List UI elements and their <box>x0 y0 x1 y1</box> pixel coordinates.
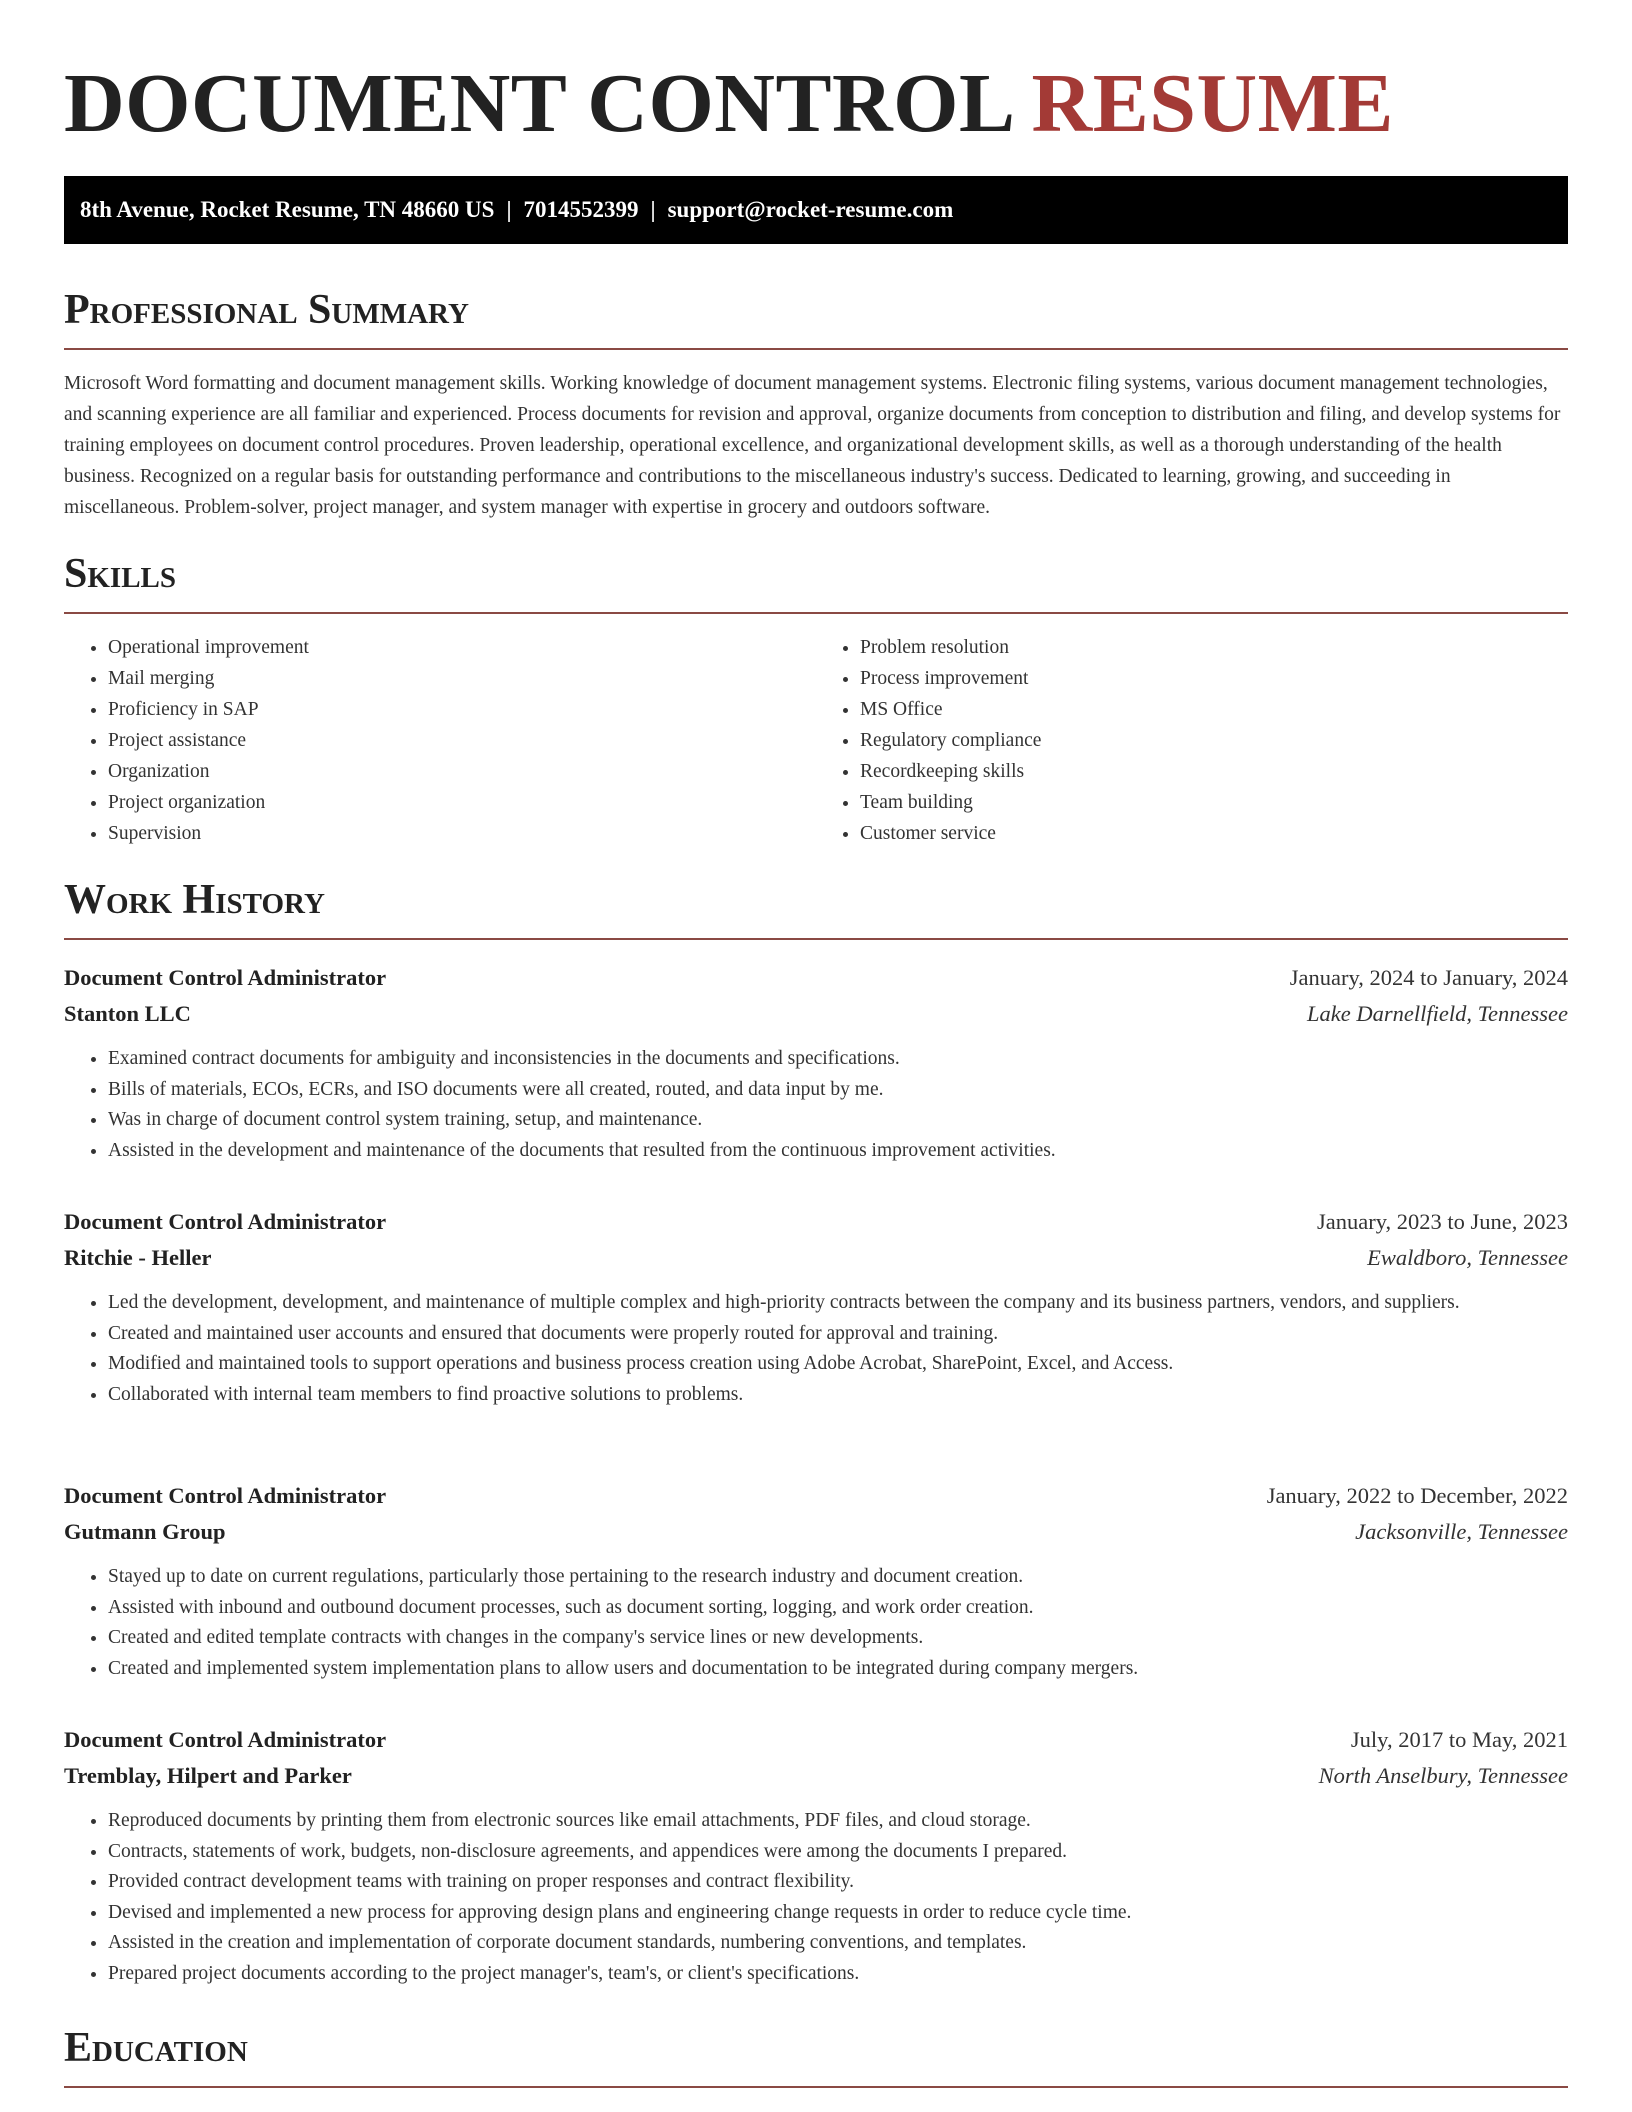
contact-separator: | <box>650 197 656 222</box>
job-company: Ritchie - Heller <box>64 1245 212 1270</box>
job-bullet: • Contracts, statements of work, budgets, non-disclosure agreements, and appendices were among the documents I prepared. <box>108 1837 1568 1868</box>
contact-phone: 7014552399 <box>523 197 639 222</box>
contact-bar <box>64 176 1568 244</box>
job-entry <box>64 1722 1568 1990</box>
job-entry <box>64 960 1568 1166</box>
job-bullet: • Created and edited template contracts with changes in the company's service lines or new developments. <box>108 1623 1568 1654</box>
skill-item: • Operational improvement <box>108 632 816 663</box>
title-main: DOCUMENT CONTROL <box>64 57 1016 150</box>
job-entry <box>64 1478 1568 1684</box>
job-bullet: • Bills of materials, ECOs, ECRs, and ISO documents were all created, routed, and data input by me. <box>108 1075 1568 1106</box>
summary-text: Microsoft Word formatting and document management skills. Working knowledge of document management systems. Electronic filing systems, various document management technologies, and scanning experience are all familiar and experienced. Process documents for revision and approval, organize documents from conception to distribution and filing, and develop systems for training employees on document control procedures. Proven leadership, operational excellence, and organizational development skills, as well as a thorough understanding of the health business. Recognized on a regular basis for outstanding performance and contributions to the miscellaneous industry's success. Dedicated to learning, growing, and succeeding in miscellaneous. Problem-solver, project manager, and system manager with expertise in grocery and outdoors software. <box>64 373 1561 518</box>
job-bullets <box>64 1806 1568 1990</box>
job-location: Ewaldboro, Tennessee <box>1367 1245 1568 1270</box>
skill-item: • Proficiency in SAP <box>108 694 816 725</box>
job-title: Document Control Administrator <box>64 965 387 990</box>
job-title: Document Control Administrator <box>64 1209 387 1234</box>
summary-heading: Professional Summary <box>64 286 1568 350</box>
job-dates: January, 2024 to January, 2024 <box>1289 965 1568 990</box>
job-location: Lake Darnellfield, Tennessee <box>1306 1001 1568 1026</box>
skill-item: • Problem resolution <box>860 632 1568 663</box>
job-location: Jacksonville, Tennessee <box>1355 1519 1568 1544</box>
job-bullets <box>64 1288 1568 1410</box>
skills-heading: Skills <box>64 550 1568 614</box>
job-bullet: • Assisted in the development and maintenance of the documents that resulted from the continuous improvement activities. <box>108 1136 1568 1167</box>
job-bullet: • Was in charge of document control system training, setup, and maintenance. <box>108 1105 1568 1136</box>
resume-title <box>64 0 1568 176</box>
job-bullet: • Provided contract development teams with training on proper responses and contract flexibility. <box>108 1867 1568 1898</box>
job-bullets <box>64 1044 1568 1166</box>
job-bullet: • Created and implemented system implementation plans to allow users and documentation to be integrated during company mergers. <box>108 1654 1568 1685</box>
skill-item: • Team building <box>860 787 1568 818</box>
job-bullet: • Prepared project documents according to the project manager's, team's, or client's specifications. <box>108 1959 1568 1990</box>
skill-item: • MS Office <box>860 694 1568 725</box>
job-bullet: • Stayed up to date on current regulations, particularly those pertaining to the research industry and document creation. <box>108 1562 1568 1593</box>
skill-item: • Mail merging <box>108 663 816 694</box>
skill-item: • Supervision <box>108 818 816 849</box>
work-history-heading: Work History <box>64 876 1568 940</box>
job-bullets <box>64 1562 1568 1684</box>
job-bullet: • Led the development, development, and maintenance of multiple complex and high-priority contracts between the company and its business partners, vendors, and suppliers. <box>108 1288 1568 1319</box>
education-heading: Education <box>64 2024 1568 2088</box>
skills-column-left <box>64 632 816 849</box>
job-bullet: • Modified and maintained tools to support operations and business process creation using Adobe Acrobat, SharePoint, Excel, and Access. <box>108 1349 1568 1380</box>
title-accent: RESUME <box>1031 57 1394 150</box>
skill-item: • Regulatory compliance <box>860 725 1568 756</box>
skill-item: • Project organization <box>108 787 816 818</box>
job-dates: January, 2023 to June, 2023 <box>1316 1209 1568 1234</box>
job-company: Stanton LLC <box>64 1001 191 1026</box>
job-bullet: • Devised and implemented a new process for approving design plans and engineering change requests in order to reduce cycle time. <box>108 1898 1568 1929</box>
job-company: Gutmann Group <box>64 1519 226 1544</box>
job-location: North Anselbury, Tennessee <box>1318 1763 1568 1788</box>
job-title: Document Control Administrator <box>64 1483 387 1508</box>
job-bullet: • Examined contract documents for ambiguity and inconsistencies in the documents and specifications. <box>108 1044 1568 1075</box>
skill-item: • Project assistance <box>108 725 816 756</box>
skills-list <box>64 632 1568 849</box>
skill-item: • Customer service <box>860 818 1568 849</box>
job-company: Tremblay, Hilpert and Parker <box>64 1763 352 1788</box>
job-dates: July, 2017 to May, 2021 <box>1350 1727 1568 1752</box>
job-bullet: • Assisted with inbound and outbound document processes, such as document sorting, logging, and work order creation. <box>108 1593 1568 1624</box>
skills-column-right <box>816 632 1568 849</box>
job-bullet: • Created and maintained user accounts and ensured that documents were properly routed for approval and training. <box>108 1319 1568 1350</box>
job-bullet: • Assisted in the creation and implementation of corporate document standards, numbering conventions, and templates. <box>108 1928 1568 1959</box>
skill-item: • Organization <box>108 756 816 787</box>
contact-email: support@rocket-resume.com <box>667 197 954 222</box>
job-dates: January, 2022 to December, 2022 <box>1266 1483 1568 1508</box>
job-title: Document Control Administrator <box>64 1727 387 1752</box>
skill-item: • Process improvement <box>860 663 1568 694</box>
contact-address: 8th Avenue, Rocket Resume, TN 48660 US <box>80 197 495 222</box>
job-entry <box>64 1204 1568 1410</box>
job-bullet: • Reproduced documents by printing them from electronic sources like email attachments, PDF files, and cloud storage. <box>108 1806 1568 1837</box>
skill-item: • Recordkeeping skills <box>860 756 1568 787</box>
job-bullet: • Collaborated with internal team members to find proactive solutions to problems. <box>108 1380 1568 1411</box>
contact-separator: | <box>506 197 512 222</box>
